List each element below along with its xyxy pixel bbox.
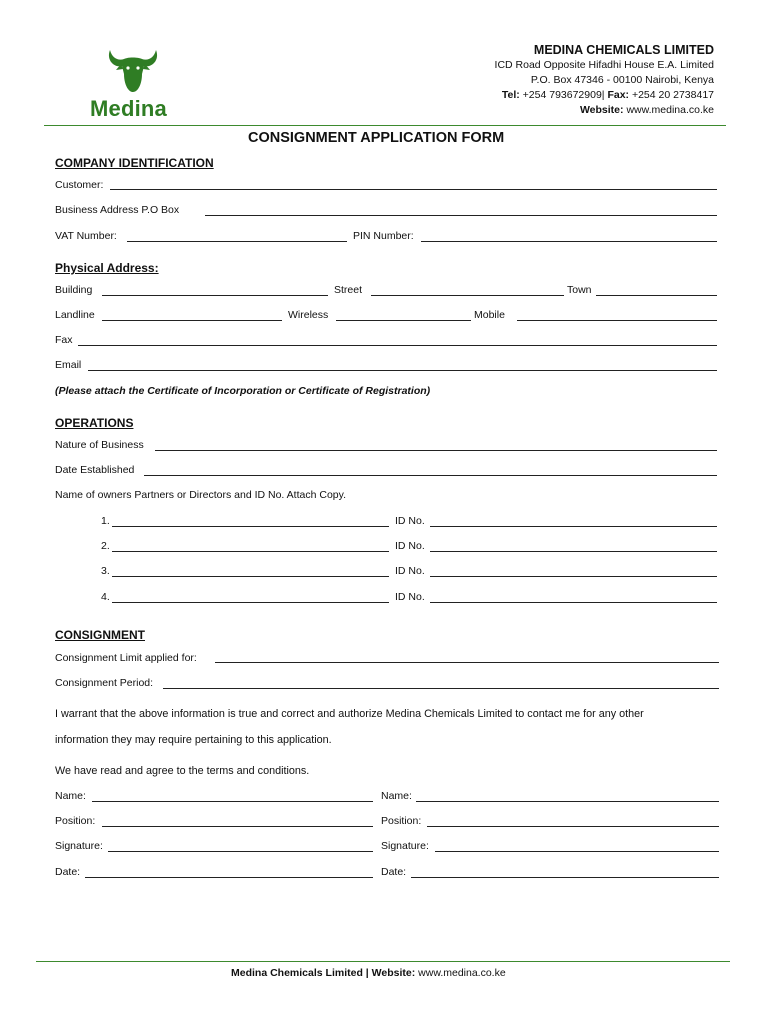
- position-field-right[interactable]: [427, 826, 719, 827]
- owner-name-field-1[interactable]: [112, 526, 389, 527]
- date-field-left[interactable]: [85, 877, 373, 878]
- footer-website: www.medina.co.ke: [418, 967, 506, 979]
- tel-value: +254 793672909|: [522, 89, 605, 101]
- position-label-left: Position:: [55, 815, 96, 827]
- signature-label-right: Signature:: [381, 840, 429, 852]
- company-address-line1: ICD Road Opposite Hifadhi House E.A. Limited: [494, 59, 714, 71]
- terms-agreement: We have read and agree to the terms and conditions.: [55, 765, 310, 777]
- vat-label: VAT Number:: [55, 230, 117, 242]
- footer-website-label: Website:: [371, 967, 416, 979]
- fax-field-label: Fax: [55, 334, 73, 346]
- section-heading-consignment: CONSIGNMENT: [55, 628, 145, 642]
- consignment-limit-label: Consignment Limit applied for:: [55, 652, 197, 664]
- owner-row-number: 2.: [101, 540, 110, 552]
- website-value: www.medina.co.ke: [626, 104, 714, 116]
- customer-label: Customer:: [55, 179, 104, 191]
- name-label-left: Name:: [55, 790, 86, 802]
- name-field-right[interactable]: [416, 801, 719, 802]
- date-field-right[interactable]: [411, 877, 719, 878]
- owner-id-field-1[interactable]: [430, 526, 717, 527]
- owner-row-number: 4.: [101, 591, 110, 603]
- logo-wordmark: Medina: [90, 96, 167, 121]
- section-heading-operations: OPERATIONS: [55, 416, 134, 430]
- declaration-line-1: I warrant that the above information is true and correct and authorize Medina Chemicals Limited to contact me for any other: [55, 708, 644, 720]
- building-label: Building: [55, 284, 93, 296]
- website-label: Website:: [579, 104, 624, 116]
- company-address-line2: P.O. Box 47346 - 00100 Nairobi, Kenya: [530, 74, 714, 86]
- street-field[interactable]: [371, 295, 564, 296]
- wireless-field[interactable]: [336, 320, 471, 321]
- nature-of-business-label: Nature of Business: [55, 439, 144, 451]
- street-label: Street: [334, 284, 363, 296]
- owner-id-field-3[interactable]: [430, 576, 717, 577]
- company-header: [495, 42, 714, 118]
- tel-label: Tel:: [501, 89, 520, 101]
- pin-label: PIN Number:: [353, 230, 414, 242]
- building-field[interactable]: [102, 295, 328, 296]
- email-field[interactable]: [88, 370, 717, 371]
- owner-id-label: ID No.: [395, 540, 425, 552]
- owner-id-field-4[interactable]: [430, 602, 717, 603]
- section-heading-physical-address: Physical Address:: [55, 261, 159, 275]
- form-title: CONSIGNMENT APPLICATION FORM: [248, 130, 505, 146]
- business-address-label: Business Address P.O Box: [55, 204, 180, 216]
- customer-field[interactable]: [110, 189, 717, 190]
- owner-row-number: 3.: [101, 565, 110, 577]
- owner-name-field-4[interactable]: [112, 602, 389, 603]
- owners-instruction: Name of owners Partners or Directors and ID No. Attach Copy.: [55, 489, 347, 501]
- landline-field[interactable]: [102, 320, 282, 321]
- name-label-right: Name:: [381, 790, 412, 802]
- date-label-left: Date:: [55, 866, 81, 878]
- wireless-label: Wireless: [288, 309, 329, 321]
- town-field[interactable]: [596, 295, 717, 296]
- owner-id-label: ID No.: [395, 565, 425, 577]
- attachment-note: (Please attach the Certificate of Incorporation or Certificate of Registration): [55, 385, 431, 397]
- company-logo: [88, 44, 178, 120]
- owner-row-number: 1.: [101, 515, 110, 527]
- email-label: Email: [55, 359, 82, 371]
- declaration-line-2: information they may require pertaining to this application.: [55, 734, 332, 746]
- header-rule: [44, 125, 726, 126]
- owner-name-field-2[interactable]: [112, 551, 389, 552]
- section-heading-company-identification: COMPANY IDENTIFICATION: [55, 156, 214, 170]
- consignment-limit-field[interactable]: [215, 662, 719, 663]
- fax-field[interactable]: [78, 345, 717, 346]
- date-established-field[interactable]: [144, 475, 717, 476]
- consignment-period-label: Consignment Period:: [55, 677, 154, 689]
- nature-of-business-field[interactable]: [155, 450, 717, 451]
- signature-field-left[interactable]: [108, 851, 373, 852]
- name-field-left[interactable]: [92, 801, 373, 802]
- position-field-left[interactable]: [102, 826, 373, 827]
- business-address-field[interactable]: [205, 215, 717, 216]
- owner-id-label: ID No.: [395, 591, 425, 603]
- date-label-right: Date:: [381, 866, 407, 878]
- owner-name-field-3[interactable]: [112, 576, 389, 577]
- bull-head-icon: [88, 44, 178, 94]
- town-label: Town: [567, 284, 592, 296]
- signature-label-left: Signature:: [55, 840, 103, 852]
- fax-value: +254 20 2738417: [631, 89, 714, 101]
- footer-rule: [36, 961, 730, 962]
- footer-company: Medina Chemicals Limited |: [231, 967, 369, 979]
- page-footer: [231, 967, 506, 979]
- owner-id-field-2[interactable]: [430, 551, 717, 552]
- mobile-label: Mobile: [474, 309, 505, 321]
- vat-field[interactable]: [127, 241, 347, 242]
- company-website: [495, 103, 714, 118]
- company-contact: [495, 88, 714, 103]
- consignment-period-field[interactable]: [163, 688, 719, 689]
- fax-label: Fax:: [607, 89, 630, 101]
- date-established-label: Date Established: [55, 464, 135, 476]
- owner-id-label: ID No.: [395, 515, 425, 527]
- mobile-field[interactable]: [517, 320, 717, 321]
- landline-label: Landline: [55, 309, 95, 321]
- pin-field[interactable]: [421, 241, 717, 242]
- company-name: MEDINA CHEMICALS LIMITED: [533, 43, 714, 57]
- position-label-right: Position:: [381, 815, 422, 827]
- signature-field-right[interactable]: [435, 851, 719, 852]
